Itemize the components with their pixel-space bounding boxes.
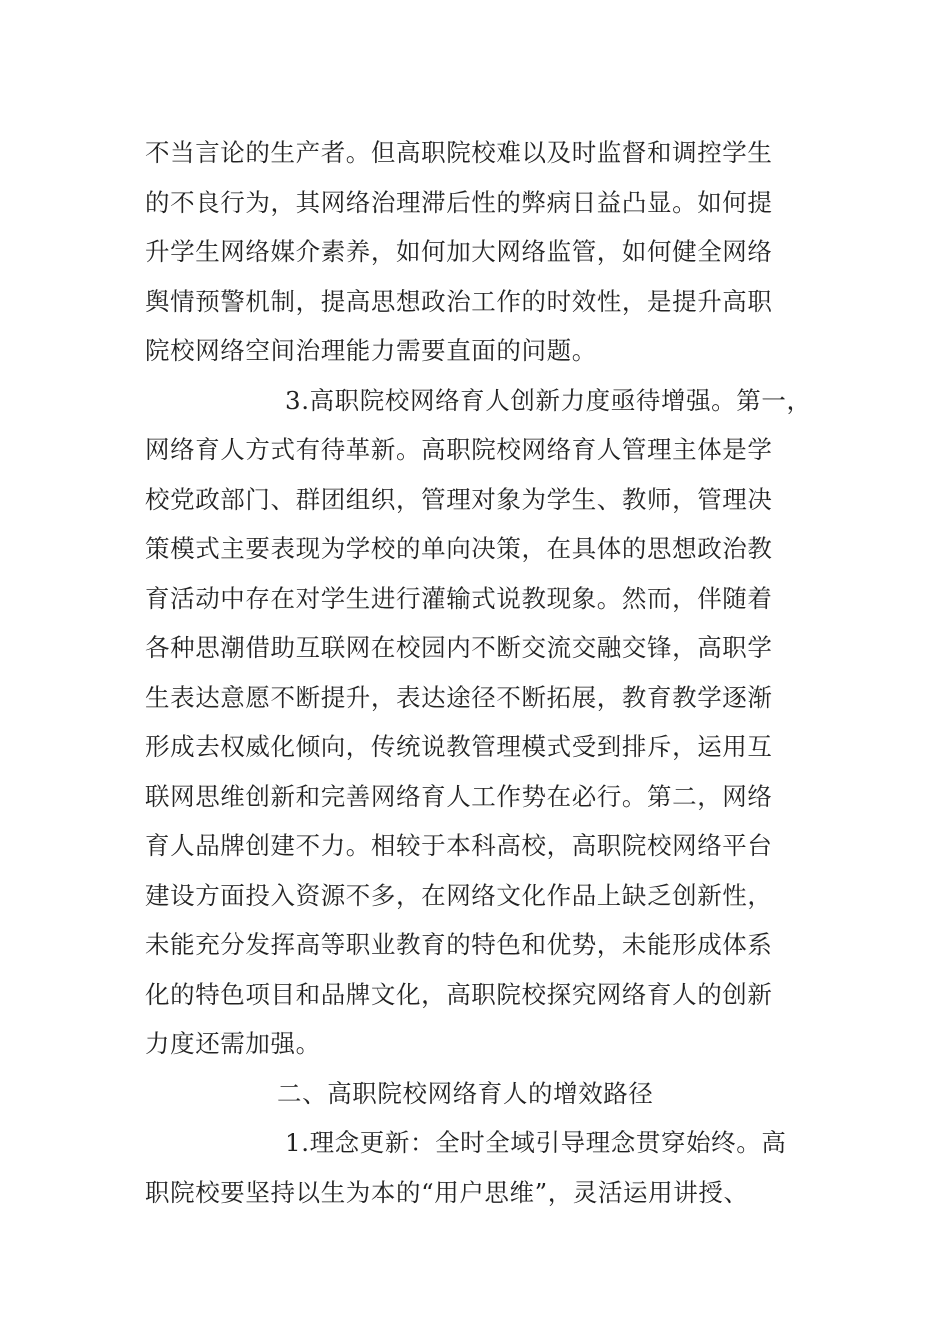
paragraph-line: 育人品牌创建不力。相较于本科高校，高职院校网络平台	[145, 831, 773, 860]
paragraph-line: 未能充分发挥高等职业教育的特色和优势，未能形成体系	[145, 930, 773, 959]
paragraph-line: 策模式主要表现为学校的单向决策，在具体的思想政治教	[145, 534, 773, 563]
paragraph-line: 升学生网络媒介素养，如何加大网络监管，如何健全网络	[145, 237, 773, 266]
paragraph-line: 各种思潮借助互联网在校园内不断交流交融交锋，高职学	[145, 633, 773, 662]
paragraph-line: 不当言论的生产者。但高职院校难以及时监督和调控学生	[145, 138, 773, 167]
paragraph-line: 力度还需加强。	[145, 1029, 321, 1058]
paragraph-line: 舆情预警机制，提高思想政治工作的时效性，是提升高职	[145, 286, 773, 316]
paragraph-line: 生表达意愿不断提升，表达途径不断拓展，教育教学逐渐	[145, 682, 773, 712]
paragraph-line: 育活动中存在对学生进行灌输式说教现象。然而，伴随着	[145, 583, 773, 613]
paragraph-line: 建设方面投入资源不多，在网络文化作品上缺乏创新性，	[145, 880, 773, 910]
paragraph-line: 职院校要坚持以生为本的“用户思维”，灵活运用讲授、	[145, 1177, 749, 1207]
paragraph-line: 化的特色项目和品牌文化，高职院校探究网络育人的创新	[145, 979, 773, 1009]
section-heading: 二、高职院校网络育人的增效路径	[277, 1078, 654, 1108]
paragraph-line: 的不良行为，其网络治理滞后性的弊病日益凸显。如何提	[145, 187, 773, 217]
paragraph-line: 网络育人方式有待革新。高职院校网络育人管理主体是学	[145, 435, 773, 464]
subsection-1-first-line: 1.理念更新：全时全域引导理念贯穿始终。高	[285, 1128, 787, 1157]
paragraph-line: 院校网络空间治理能力需要直面的问题。	[145, 336, 597, 365]
section-3-first-line: 3.高职院校网络育人创新力度亟待增强。第一，	[285, 385, 812, 415]
paragraph-line: 形成去权威化倾向，传统说教管理模式受到排斥，运用互	[145, 732, 773, 761]
paragraph-line: 联网思维创新和完善网络育人工作势在必行。第二，网络	[145, 781, 773, 811]
paragraph-line: 校党政部门、群团组织，管理对象为学生、教师，管理决	[145, 484, 773, 514]
body-text	[145, 128, 810, 1217]
